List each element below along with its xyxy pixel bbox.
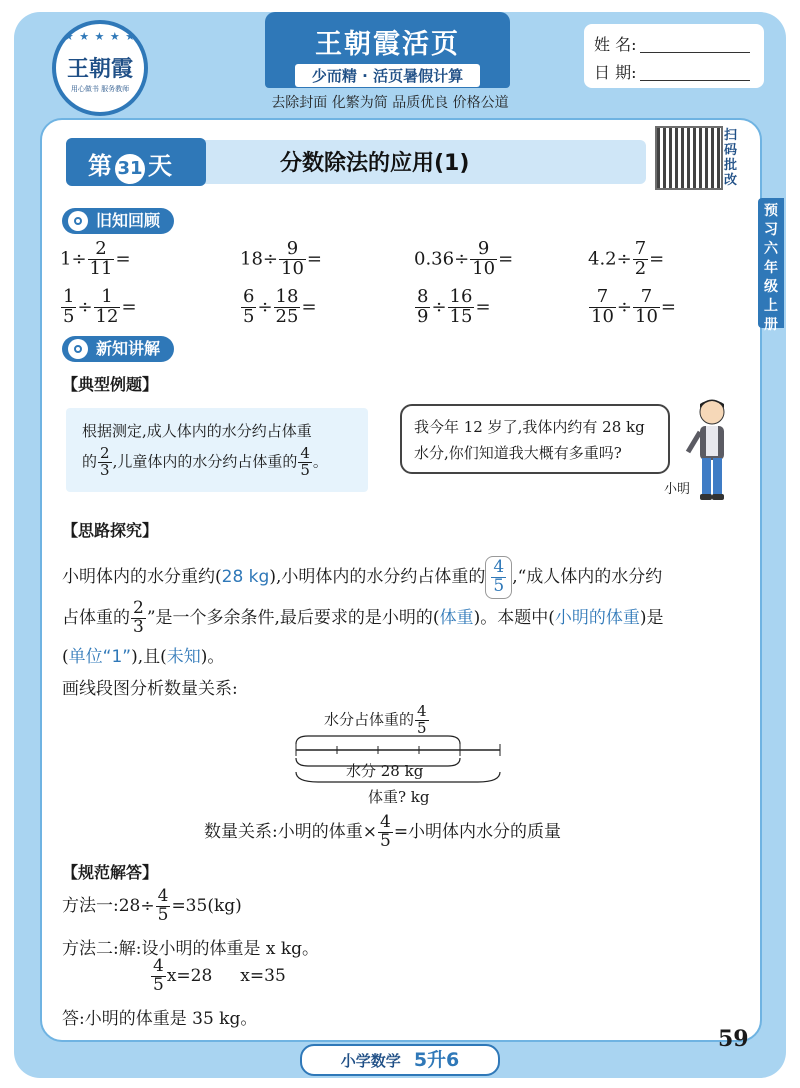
day-badge (66, 138, 206, 186)
fraction (279, 240, 306, 279)
brand-subtitle: 少而精 · 活页暑假计算 (295, 64, 480, 87)
diagram-intro: 画线段图分析数量关系: (62, 679, 238, 699)
date-field[interactable] (640, 66, 750, 81)
denominator: 10 (472, 257, 496, 279)
review-expression (240, 240, 322, 279)
denominator: 5 (493, 575, 505, 596)
info-card-line-1: 根据测定,成人体内的水分约占体重 (82, 422, 312, 440)
scan-label: 扫码批改 (724, 128, 738, 188)
answer-fill: 体重 (439, 607, 474, 628)
text-part: 4.2÷ (588, 248, 632, 270)
text-part: 1÷ (60, 248, 87, 270)
diagram-water-label: 水分 28 kg (346, 762, 424, 780)
text-part: 0.36÷ (414, 248, 470, 270)
equation-part: x=28 (166, 965, 213, 986)
review-pill (62, 208, 174, 234)
text-part: )。 (200, 647, 225, 667)
operator: ÷ (431, 296, 447, 318)
denominator: 12 (95, 305, 119, 327)
new-pill-label: 新知讲解 (96, 339, 161, 358)
logo-sub: 用心做书 服务教师 (70, 85, 130, 93)
numerator: 4 (417, 702, 427, 720)
logo-text: 王朝霞 (66, 56, 133, 82)
fraction (633, 240, 648, 279)
name-row (594, 32, 750, 55)
numerator: 4 (153, 956, 164, 976)
numerator: 1 (94, 288, 121, 308)
think-line-2 (62, 600, 663, 637)
fraction-4-5 (491, 559, 506, 596)
operator: ÷ (257, 296, 273, 318)
text-part: 占体重的 (62, 607, 130, 628)
denominator: 15 (449, 305, 473, 327)
numerator: 1 (63, 286, 75, 307)
brand-title: 王朝霞活页 (315, 29, 460, 60)
text-part: 水分占体重的 (324, 710, 415, 729)
numerator: 7 (634, 238, 647, 259)
date-label: 日 期: (594, 63, 637, 82)
text-part: )。本题中( (473, 607, 555, 628)
day-number: 31 (115, 154, 145, 184)
method-2: 方法二:解:设小明的体重是 x kg。 (62, 939, 320, 959)
answer-fill: 未知 (166, 647, 201, 667)
numerator: 2 (100, 444, 110, 462)
text-part: = (498, 248, 514, 270)
footer-badge (300, 1044, 500, 1076)
fraction (274, 288, 301, 327)
denominator: 3 (100, 460, 110, 479)
review-expression (60, 288, 137, 327)
review-expression (588, 240, 664, 279)
diagram-total-label: 体重? kg (368, 788, 430, 806)
date-row (594, 60, 750, 83)
text-part: 数量关系:小明的体重× (204, 821, 377, 842)
speech-line-2: 水分,你们知道我大概有多重吗? (414, 444, 622, 462)
denominator: 25 (275, 305, 299, 327)
info-card-line-2 (82, 446, 328, 479)
fraction-4-5 (156, 888, 171, 925)
logo (52, 20, 148, 116)
text-part: = (306, 248, 322, 270)
operator: ÷ (77, 296, 93, 318)
operator: = (301, 296, 317, 318)
fraction (448, 288, 475, 327)
fraction (94, 288, 121, 327)
fraction-4-5 (298, 446, 312, 479)
review-expression (60, 240, 131, 279)
fraction-4-5 (378, 814, 393, 851)
speech-bubble (400, 404, 670, 474)
text-part: 小明体内的水分重约( (62, 566, 222, 587)
numerator: 18 (275, 286, 299, 307)
numerator: 8 (417, 286, 429, 307)
example-header: 【典型例题】 (62, 375, 159, 394)
text-part: 的 (82, 452, 98, 471)
numerator: 4 (300, 444, 310, 462)
side-tab-text: 预习六年级上册 (764, 203, 778, 333)
numerator: 2 (88, 240, 115, 260)
denominator: 3 (133, 616, 144, 637)
think-line-3 (62, 642, 224, 667)
denominator: 9 (417, 305, 429, 327)
denominator: 10 (591, 305, 614, 327)
lesson-title: 分数除法的应用(1) (280, 151, 470, 176)
numerator: 4 (493, 557, 505, 577)
review-pill-label: 旧知回顾 (96, 211, 161, 230)
numerator: 2 (133, 598, 144, 618)
numerator: 6 (243, 286, 255, 307)
text-part: ),小明体内的水分约占体重的 (269, 566, 486, 587)
fraction-4-5 (151, 958, 166, 995)
text-part: 。 (312, 452, 328, 471)
text-part: ),且( (131, 647, 167, 667)
numerator: 9 (279, 240, 306, 260)
numerator: 4 (379, 812, 391, 832)
operator: = (121, 296, 137, 318)
answer-fraction-box (485, 556, 512, 599)
qr-code-icon[interactable] (655, 126, 723, 190)
text-part: ”是一个多余条件,最后要求的是小明的( (146, 607, 440, 628)
fraction (61, 288, 76, 327)
numerator: 16 (449, 286, 473, 307)
student-info-box (584, 24, 764, 88)
operator: = (475, 296, 491, 318)
text-part: ( (62, 647, 69, 667)
denominator: 5 (243, 305, 255, 327)
text-part: ,“成人体内的水分约 (512, 566, 663, 587)
denominator: 2 (634, 257, 647, 279)
day-suffix: 天 (148, 152, 172, 180)
denominator: 11 (89, 257, 113, 279)
solve-header: 【规范解答】 (62, 863, 159, 882)
text-part: = (115, 248, 131, 270)
review-expression (588, 288, 676, 327)
fraction (589, 288, 616, 327)
review-expression (414, 288, 491, 327)
name-field[interactable] (640, 38, 750, 53)
operator: ÷ (616, 296, 632, 318)
answer-fill: 单位“1” (68, 647, 132, 667)
info-card (66, 408, 368, 492)
day-prefix: 第 (88, 152, 112, 180)
denominator: 5 (157, 904, 169, 925)
fraction (241, 288, 256, 327)
text-part: 方法一:28÷ (62, 895, 155, 916)
name-label: 姓 名: (594, 35, 637, 54)
answer-fill: 小明的体重 (554, 607, 640, 628)
text-part: )是 (639, 607, 664, 628)
logo-stars: ★ ★ ★ ★ ★ (63, 30, 137, 43)
fraction-2-3 (131, 600, 146, 637)
fraction-2-3 (98, 446, 112, 479)
equation-part: x=35 (240, 965, 286, 986)
fraction (415, 288, 430, 327)
equation-line (150, 958, 286, 995)
numerator: 4 (157, 886, 169, 906)
text-part: =35(kg) (171, 895, 242, 916)
footer-subject: 小学数学 (340, 1052, 401, 1070)
boy-label: 小明 (664, 482, 691, 497)
denominator: 5 (63, 305, 75, 327)
text-part: = (649, 248, 665, 270)
fraction (633, 288, 660, 327)
medal-icon (68, 339, 88, 359)
slogan: 去除封面 化繁为简 品质优良 价格公道 (271, 95, 509, 111)
answer-line: 答:小明的体重是 35 kg。 (62, 1009, 258, 1029)
medal-icon (68, 211, 88, 231)
footer-grade: 5升6 (413, 1049, 460, 1071)
review-expression (414, 240, 513, 279)
fraction (470, 240, 497, 279)
numerator: 7 (633, 288, 660, 308)
relation-line (204, 814, 561, 851)
brand-banner (265, 12, 510, 88)
numerator: 9 (470, 240, 497, 260)
text-part: =小明体内水分的质量 (393, 821, 562, 842)
think-line-1 (62, 556, 662, 599)
answer-fill: 28 kg (221, 566, 270, 587)
numerator: 7 (589, 288, 616, 308)
text-part: 18÷ (240, 248, 278, 270)
denominator: 5 (300, 460, 310, 479)
top-brace (296, 736, 460, 744)
denominator: 5 (379, 830, 391, 851)
new-pill (62, 336, 174, 362)
page-number: 59 (718, 1026, 749, 1052)
denominator: 10 (635, 305, 658, 327)
speech-line-1: 我今年 12 岁了,我体内约有 28 kg (414, 418, 645, 436)
think-header: 【思路探究】 (62, 521, 159, 540)
denominator: 5 (153, 974, 164, 995)
fraction (88, 240, 115, 279)
side-tab (758, 198, 784, 333)
operator: = (660, 296, 676, 318)
text-part: ,儿童体内的水分约占体重的 (112, 452, 298, 471)
method-1 (62, 888, 242, 925)
denominator: 10 (281, 257, 304, 279)
denominator: 5 (417, 718, 427, 737)
review-expression (240, 288, 317, 327)
